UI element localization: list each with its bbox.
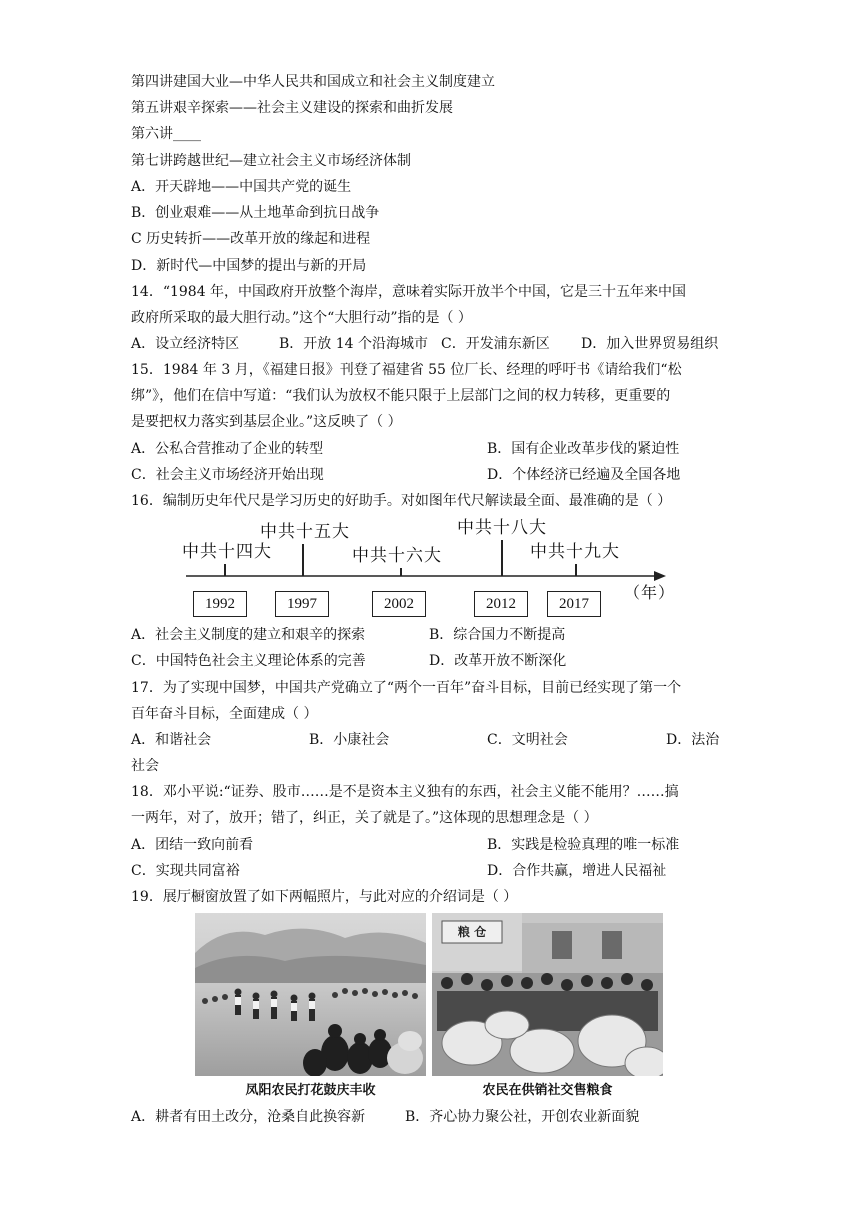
- q16-option-a: A．社会主义制度的建立和艰辛的探索: [131, 627, 366, 643]
- q15-option-d: D．个体经济已经遍及全国各地: [487, 467, 681, 483]
- q14-option-b: B．开放 14 个沿海城市: [279, 336, 429, 352]
- timeline-event-label: 中共十四大: [182, 542, 272, 562]
- q14-option-a: A．设立经济特区: [131, 336, 240, 352]
- q15-stem-1: 15．1984 年 3 月，《福建日报》刊登了福建省 55 位厂长、经理的呼吁书《请给我们“松: [131, 362, 682, 378]
- timeline-unit: （年）: [624, 583, 676, 602]
- q19-stem: 19．展厅橱窗放置了如下两幅照片，与此对应的介绍词是（ ）: [131, 889, 518, 905]
- q17-stem-2: 百年奋斗目标，全面建成（ ）: [131, 706, 318, 722]
- lecture-7: 第七讲跨越世纪—建立社会主义市场经济体制: [131, 153, 411, 169]
- q18-option-b: B．实践是检验真理的唯一标准: [487, 837, 680, 853]
- q18-option-d: D．合作共赢，增进人民福祉: [487, 863, 667, 879]
- q14-option-c: C．开发浦东新区: [441, 336, 550, 352]
- timeline-tick: [575, 564, 577, 576]
- q15-stem-3: 是要把权力落实到基层企业。”这反映了（ ）: [131, 414, 402, 430]
- photo-fengyang-farmers: [195, 913, 426, 1076]
- photo-1-caption: 凤阳农民打花鼓庆丰收: [245, 1083, 376, 1098]
- q16-stem: 16．编制历史年代尺是学习历史的好助手。对如图年代尺解读最全面、最准确的是（ ）: [131, 493, 672, 509]
- option-b: B．创业艰难——从土地革命到抗日战争: [131, 205, 380, 221]
- q14-stem-1: 14．“1984 年，中国政府开放整个海岸，意味着实际开放半个中国，它是三十五年来中国: [131, 284, 687, 300]
- q15-option-c: C．社会主义市场经济开始出现: [131, 467, 324, 483]
- q19-option-b: B．齐心协力聚公社，开创农业新面貌: [405, 1109, 640, 1125]
- q18-option-a: A．团结一致向前看: [131, 837, 254, 853]
- timeline-year-box: 1997: [275, 591, 329, 617]
- timeline-event-label: 中共十五大: [260, 522, 350, 542]
- q16-option-b: B．综合国力不断提高: [429, 627, 566, 643]
- q17-option-b: B．小康社会: [309, 732, 390, 748]
- timeline-axis: [180, 514, 680, 618]
- q15-option-a: A．公私合营推动了企业的转型: [131, 441, 324, 457]
- q18-stem-1: 18．邓小平说:“证券、股市……是不是资本主义独有的东西，社会主义能不能用？……搞: [131, 784, 679, 800]
- q14-option-d: D．加入世界贸易组织: [581, 336, 719, 352]
- q17-option-d-wrap: 社会: [131, 758, 159, 774]
- q18-option-c: C．实现共同富裕: [131, 863, 240, 879]
- photo-2-caption: 农民在供销社交售粮食: [482, 1083, 613, 1098]
- timeline-tick: [501, 540, 503, 576]
- q14-stem-2: 政府所采取的最大胆行动。”这个“大胆行动”指的是（ ）: [131, 310, 472, 326]
- q19-option-a: A．耕者有田土改分，沧桑自此换容新: [131, 1109, 366, 1125]
- q16-option-d: D．改革开放不断深化: [429, 653, 567, 669]
- q17-stem-1: 17．为了实现中国梦，中国共产党确立了“两个一百年”奋斗目标，目前已经实现了第一个: [131, 680, 682, 696]
- timeline-tick: [224, 564, 226, 576]
- lecture-5: 第五讲艰辛探索——社会主义建设的探索和曲折发展: [131, 100, 453, 116]
- timeline: [180, 514, 680, 618]
- timeline-year-box: 2017: [547, 591, 601, 617]
- lecture-4: 第四讲建国大业—中华人民共和国成立和社会主义制度建立: [131, 74, 495, 90]
- timeline-year-box: 1992: [193, 591, 247, 617]
- q17-option-d: D．法治: [666, 732, 720, 748]
- granary-sign: 粮 仓: [457, 925, 487, 939]
- q17-option-c: C．文明社会: [487, 732, 568, 748]
- timeline-year-box: 2002: [372, 591, 426, 617]
- q15-option-b: B．国有企业改革步伐的紧迫性: [487, 441, 680, 457]
- option-a: A．开天辟地——中国共产党的诞生: [131, 179, 352, 195]
- q16-option-c: C．中国特色社会主义理论体系的完善: [131, 653, 366, 669]
- timeline-event-label: 中共十六大: [352, 546, 442, 566]
- q18-stem-2: 一两年，对了，放开；错了，纠正，关了就是了。”这体现的思想理念是（ ）: [131, 810, 598, 826]
- photo-grain-sale: [432, 913, 663, 1076]
- q15-stem-2: 绑”》，他们在信中写道：“我们认为放权不能只限于上层部门之间的权力转移，更重要的: [131, 388, 671, 404]
- timeline-event-label: 中共十八大: [457, 518, 547, 538]
- photo-fengyang-image: [195, 913, 426, 1076]
- timeline-event-label: 中共十九大: [530, 542, 620, 562]
- timeline-year-box: 2012: [474, 591, 528, 617]
- option-c: C 历史转折——改革开放的缘起和进程: [131, 231, 371, 247]
- option-d: D．新时代—中国梦的提出与新的开局: [131, 258, 367, 274]
- lecture-6: 第六讲____: [131, 126, 201, 142]
- timeline-tick: [302, 544, 304, 576]
- q17-option-a: A．和谐社会: [131, 732, 212, 748]
- timeline-tick: [400, 568, 402, 576]
